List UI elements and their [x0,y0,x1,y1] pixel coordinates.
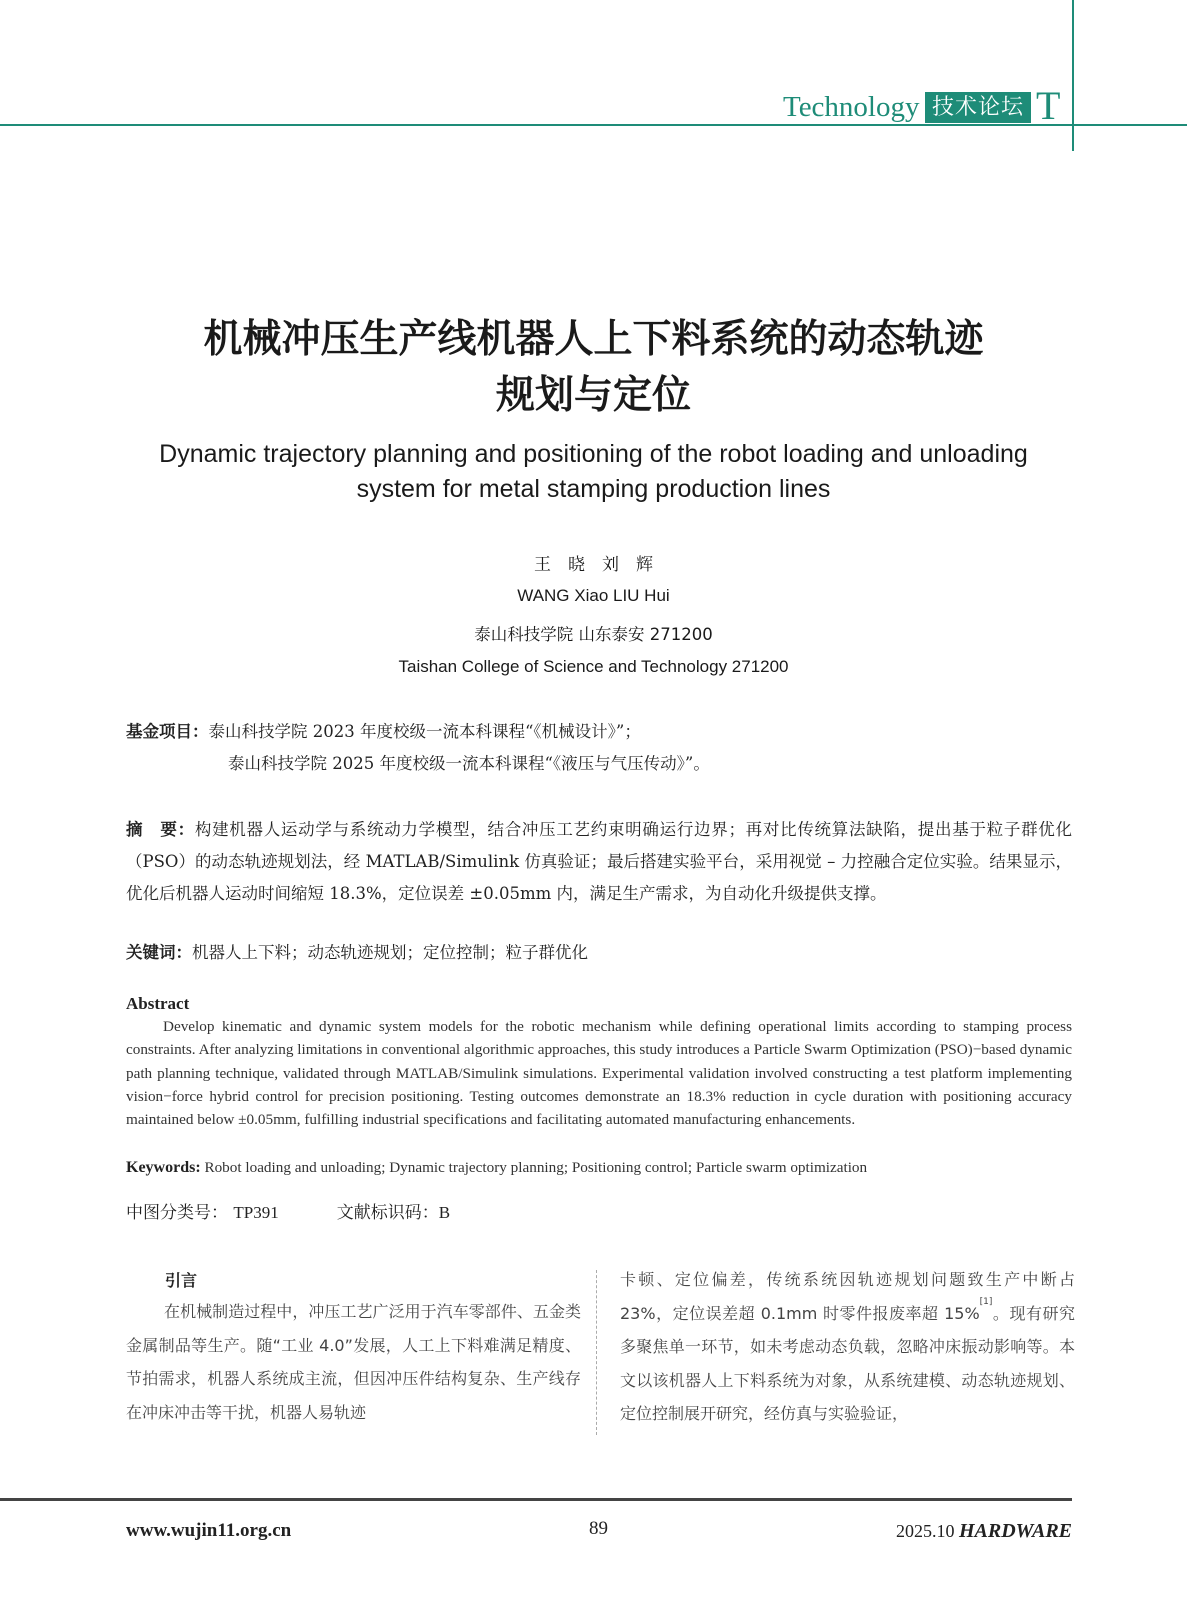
fund-line1 [126,721,641,743]
keywords-cn-text: 机器人上下料；动态轨迹规划；定位控制；粒子群优化 [192,943,588,962]
authors-cn: 王 晓 刘 辉 [534,555,653,575]
issue-date: 2025.10 [896,1521,955,1541]
doc-code-label: 文献标识码： [336,1203,439,1223]
title-cn-line2: 规划与定位 [495,373,691,418]
abstract-en-text: Develop kinematic and dynamic system models for the robotic mechanism while defining operational limits according to stamping process constraints. After analyzing limitations in conventional algorithmic approaches, this study introduces a Particle Swarm Optimization (PSO)−based dynamic path planning technique, validated through MATLAB/Simulink simulations. Experimental validation involved constructing a test platform implementing vision−force hybrid control for precision positioning. Testing outcomes demonstrate an 18.3% reduction in cycle duration with positioning accuracy maintained below ±0.05mm, fulfilling industrial specifications and facilitating automated manufacturing enhancements. [126,1018,1072,1129]
column-divider [596,1270,597,1435]
classification [126,1198,450,1223]
fund-label: 基金项目： [126,722,209,741]
body-right-text-b: 。现有研究多聚焦单一环节，如未考虑动态负载，忽略冲床振动影响等。本文以该机器人上下料系统为对象，从系统建模、动态轨迹规划、定位控制展开研究，经仿真与实验验证， [620,1303,1075,1424]
keywords-en [126,1159,867,1177]
affiliation-en: Taishan College of Science and Technology 271200 [398,657,789,676]
footer-rule [0,1498,1072,1501]
abstract-cn [126,814,1072,910]
body-column-left [126,1295,581,1429]
affiliation-cn: 泰山科技学院 山东泰安 271200 [474,625,713,644]
section-heading-intro: 引言 [165,1271,198,1290]
clc-value: TP391 [233,1203,279,1222]
title-cn-line1: 机械冲压生产线机器人上下料系统的动态轨迹 [203,317,984,362]
body-column-right [620,1263,1075,1431]
body-left-text: 在机械制造过程中，冲压工艺广泛用于汽车零部件、五金类金属制品等生产。随“工业 4.0”发展，人工上下料难满足精度、节拍需求，机器人系统成主流，但因冲压件结构复杂、生产线存在冲床冲击等干扰，机器人易轨迹 [126,1302,581,1422]
header-vertical-rule [1072,0,1074,151]
header-rule [0,124,1187,126]
page-number: 89 [589,1518,608,1539]
citation-ref[interactable]: [1] [979,1296,993,1307]
doc-code-value: B [438,1203,451,1222]
abstract-en-heading: Abstract [126,994,190,1013]
footer-issue [896,1520,1072,1543]
section-label-en: Technology [783,91,920,123]
fund-text-1: 泰山科技学院 2023 年度校级一流本科课程“《机械设计》”； [208,722,641,741]
abstract-en [126,1015,1072,1131]
keywords-cn-label: 关键词： [126,943,192,962]
fund-line2: 泰山科技学院 2025 年度校级一流本科课程“《液压与气压传动》”。 [228,754,710,773]
abstract-cn-label: 摘 要： [126,820,195,839]
title-en-line1: Dynamic trajectory planning and positioning of the robot loading and unloading [159,440,1028,468]
keywords-cn [126,942,588,964]
abstract-cn-text: 构建机器人运动学与系统动力学模型，结合冲压工艺约束明确运行边界；再对比传统算法缺陷，提出基于粒子群优化（PSO）的动态轨迹规划法，经 MATLAB/Simulink 仿真验证；最后搭建实验平台，采用视觉 – 力控融合定位实验。结果显示，优化后机器人运动时间缩短 18.3%，定位误差 ±0.05mm 内，满足生产需求，为自动化升级提供支撑。 [126,820,1073,903]
section-label-cn: 技术论坛 [925,92,1031,123]
body-right-text-a: 卡顿、定位偏差，传统系统因轨迹规划问题致生产中断占 23%，定位误差超 0.1mm 时零件报废率超 15% [620,1270,1075,1323]
keywords-en-label: Keywords: [126,1159,201,1176]
keywords-en-text: Robot loading and unloading; Dynamic trajectory planning; Positioning control; Particle swarm optimization [204,1159,868,1176]
clc-label: 中图分类号： [126,1203,228,1223]
footer-url[interactable]: www.wujin11.org.cn [126,1520,292,1541]
section-initial: T [1036,83,1061,128]
authors-en: WANG Xiao LIU Hui [517,586,670,605]
journal-name: HARDWARE [959,1520,1072,1542]
title-en-line2: system for metal stamping production lines [356,475,831,503]
